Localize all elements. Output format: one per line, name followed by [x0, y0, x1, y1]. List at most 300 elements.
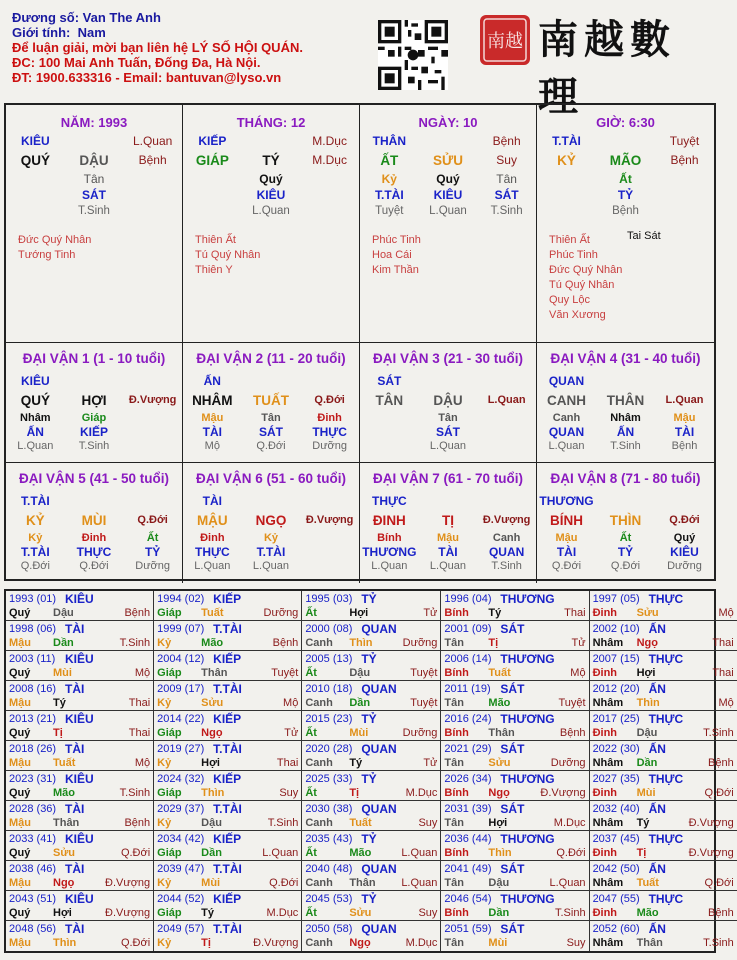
pillar-god-row	[360, 133, 536, 149]
year-line1	[157, 592, 298, 606]
year-branch: Hợi	[636, 667, 656, 679]
year-label: 1994 (02)	[157, 593, 205, 605]
dai-van-stage: Q.Đới	[669, 514, 700, 526]
year-god: KIẾP	[213, 592, 242, 606]
year-branch: Dần	[488, 907, 510, 919]
year-label: 2002 (10)	[592, 623, 640, 635]
year-branch: Mùi	[636, 787, 656, 799]
year-branch: Tị	[349, 787, 360, 799]
pillar-stars	[6, 233, 182, 263]
brand-title: 南越數理	[538, 16, 676, 120]
pillar-stars	[537, 233, 714, 323]
year-line1	[444, 922, 585, 936]
year-god: SÁT	[500, 802, 525, 816]
pillar-stem: KỶ	[557, 152, 576, 168]
dai-van-title: ĐẠI VẬN 6 (51 - 60 tuổi)	[195, 471, 347, 486]
year-line1	[444, 892, 585, 906]
hidden-god: TỶ	[617, 188, 634, 202]
pillar-stage: Suy	[496, 153, 517, 167]
year-cell	[441, 801, 589, 831]
pillar-title: NĂM: 1993	[60, 115, 128, 130]
year-line1	[157, 832, 298, 846]
year-stem: Nhâm	[592, 697, 624, 709]
pillar-stage: M.Dục	[312, 153, 347, 167]
pillar-cell	[360, 105, 537, 343]
year-line1	[9, 592, 150, 606]
year-line1	[444, 592, 585, 606]
year-line1	[444, 652, 585, 666]
year-line2	[157, 726, 298, 740]
year-stage: Dưỡng	[550, 757, 586, 769]
year-stage: Suy	[566, 937, 586, 949]
year-stage: Suy	[279, 787, 299, 799]
hidden-stage: L.Quan	[371, 560, 408, 572]
year-line2	[593, 936, 734, 950]
year-label: 2026 (34)	[444, 773, 492, 785]
year-label: 2008 (16)	[9, 683, 57, 695]
pillar-hidden-stage-row	[537, 203, 714, 219]
year-line2	[9, 906, 150, 920]
year-stem: Bính	[444, 667, 469, 679]
year-branch: Tý	[201, 907, 214, 919]
dai-van-hidden-god-row	[183, 545, 359, 559]
dai-van-cell	[6, 343, 183, 463]
hidden-stage: Q.Đới	[79, 560, 109, 572]
hidden-god: SÁT	[81, 188, 106, 202]
hidden-stage: L.Quan	[252, 205, 290, 217]
year-stem: Nhâm	[592, 937, 624, 949]
year-god: T.TÀI	[213, 922, 242, 936]
year-line2	[593, 606, 734, 620]
year-stage: M.Dục	[405, 937, 438, 949]
year-branch: Hợi	[349, 607, 369, 619]
year-stem: Canh	[305, 757, 333, 769]
hidden-stem: Quý	[673, 532, 696, 544]
hidden-stem: Tân	[83, 172, 105, 186]
hidden-stage: L.Quan	[429, 440, 467, 452]
pillar-hidden-stage-row	[6, 203, 182, 219]
year-line2	[157, 876, 298, 890]
year-stem: Kỷ	[157, 937, 172, 949]
year-branch: Tuất	[488, 667, 511, 679]
pillar-branch: SỬU	[433, 152, 463, 168]
dai-van-title: ĐẠI VẬN 3 (21 - 30 tuổi)	[372, 351, 524, 366]
year-stage: Thai	[128, 697, 151, 709]
year-line2	[593, 846, 734, 860]
pillar-stem: QUÝ	[20, 152, 50, 168]
year-god: T.TÀI	[213, 622, 242, 636]
pillars-grid	[4, 103, 716, 581]
year-line2	[305, 936, 437, 950]
star-item: Thiên Ất	[195, 234, 236, 246]
year-label: 2006 (14)	[444, 653, 492, 665]
year-line2	[9, 936, 150, 950]
dai-van-branch: NGỌ	[255, 512, 287, 528]
hidden-god: QUAN	[488, 545, 525, 559]
year-label: 2029 (37)	[157, 803, 205, 815]
pillar-title: THÁNG: 12	[236, 115, 306, 130]
year-line2	[593, 876, 734, 890]
year-label: 2021 (29)	[444, 743, 492, 755]
year-stem: Kỷ	[157, 877, 172, 889]
pillar-cell	[537, 105, 714, 343]
year-stage: Mộ	[283, 697, 299, 709]
year-stem: Nhâm	[592, 757, 624, 769]
year-line1	[593, 682, 734, 696]
year-stage: Q.Đới	[269, 877, 299, 889]
year-stage: Tử	[423, 607, 438, 619]
year-line1	[305, 832, 437, 846]
year-label: 2044 (52)	[157, 893, 205, 905]
year-branch: Tị	[53, 727, 63, 739]
dai-van-god-row	[183, 493, 359, 509]
dai-van-hidden-god-row	[6, 545, 182, 559]
year-branch: Tý	[349, 757, 363, 769]
dai-van-title: ĐẠI VẬN 7 (61 - 70 tuổi)	[372, 471, 524, 486]
year-god: THỰC	[648, 772, 684, 786]
year-cell	[302, 861, 441, 891]
year-cell	[590, 651, 737, 681]
year-line1	[157, 772, 298, 786]
hidden-stem: Tân	[438, 412, 458, 424]
dai-van-branch: TỊ	[441, 512, 454, 528]
year-line2	[9, 876, 150, 890]
qr-code-icon[interactable]	[378, 20, 448, 90]
year-branch: Hợi	[201, 757, 220, 769]
dai-van-hidden-row	[537, 531, 714, 545]
year-cell	[302, 681, 441, 711]
year-line2	[444, 846, 585, 860]
dai-van-branch: HỢI	[81, 392, 107, 408]
year-stage: Bệnh	[124, 817, 151, 829]
pillar-god: Tuyệt	[669, 134, 700, 148]
year-label: 1999 (07)	[157, 623, 205, 635]
year-line2	[9, 786, 150, 800]
address-line: ĐC: 100 Mai Anh Tuấn, Đống Đa, Hà Nội.	[12, 55, 261, 70]
year-line1	[157, 892, 298, 906]
phone-email-line: ĐT: 1900.633316 - Email: bantuvan@lyso.vn	[12, 70, 282, 85]
year-god: QUAN	[361, 862, 397, 876]
year-cell	[6, 921, 154, 951]
year-stem: Bính	[444, 607, 469, 619]
year-label: 1993 (01)	[9, 593, 57, 605]
star-item: Hoa Cái	[372, 249, 412, 261]
year-stage: T.Sinh	[119, 787, 151, 799]
hidden-god: THỰC	[312, 425, 347, 439]
hidden-stage: T.Sinh	[78, 440, 110, 452]
seal-text: 南越	[487, 31, 523, 52]
hidden-stage: Dưỡng	[135, 560, 171, 572]
year-label: 2014 (22)	[157, 713, 205, 725]
year-stem: Kỷ	[157, 697, 172, 709]
year-stage: Mộ	[718, 607, 734, 619]
star-item: Văn Xương	[549, 309, 606, 321]
hidden-stage: Bệnh	[612, 205, 639, 217]
year-stem: Canh	[305, 817, 333, 829]
year-branch: Tuất	[53, 757, 76, 769]
year-stem: Tân	[444, 937, 464, 949]
year-god: KIÊU	[65, 772, 94, 786]
dai-van-stem: NHÂM	[192, 392, 233, 408]
dai-van-cell	[6, 463, 183, 583]
hidden-stage: Q.Đới	[20, 560, 50, 572]
year-stem: Tân	[444, 637, 464, 649]
year-label: 1996 (04)	[444, 593, 492, 605]
seal-icon	[478, 13, 532, 67]
star-item: Thiên Y	[195, 264, 233, 276]
year-line2	[9, 726, 150, 740]
hidden-stage: Dưỡng	[667, 560, 702, 572]
year-label: 2004 (12)	[157, 653, 205, 665]
year-stage: Dưỡng	[263, 607, 299, 619]
year-cell	[154, 711, 302, 741]
year-stage: Bệnh	[272, 637, 299, 649]
year-label: 2020 (28)	[305, 743, 353, 755]
star-item: Đức Quý Nhân	[549, 264, 623, 276]
year-label: 2043 (51)	[9, 893, 57, 905]
year-god: ẤN	[648, 862, 666, 876]
year-cell	[6, 831, 154, 861]
hidden-stem: Bính	[377, 532, 402, 544]
year-god: TÀI	[65, 802, 85, 816]
pillar-god: KIẾP	[198, 134, 227, 148]
hidden-stem: Kỷ	[381, 172, 397, 186]
year-stage: Bệnh	[124, 607, 151, 619]
year-stage: Đ.Vượng	[105, 907, 151, 919]
year-cell	[590, 681, 737, 711]
year-cell	[6, 741, 154, 771]
dai-van-cell	[360, 463, 537, 583]
dai-van-hidden-row	[183, 531, 359, 545]
year-stem: Mậu	[9, 757, 31, 769]
year-branch: Thìn	[349, 637, 373, 649]
dai-van-hidden-row	[6, 531, 182, 545]
hidden-god: TÀI	[556, 545, 577, 559]
year-stage: Suy	[418, 817, 438, 829]
year-cell	[154, 651, 302, 681]
year-branch: Thân	[201, 667, 228, 679]
year-branch: Thìn	[636, 697, 660, 709]
year-line1	[9, 742, 150, 756]
year-god: KIẾP	[213, 892, 242, 906]
year-god: T.TÀI	[213, 742, 242, 756]
year-line1	[157, 802, 298, 816]
hidden-stem: Đinh	[200, 532, 225, 544]
year-stage: Tuyệt	[410, 667, 438, 679]
year-stage: Q.Đới	[120, 847, 151, 859]
year-god: TỶ	[361, 652, 377, 666]
year-stem: Mậu	[9, 877, 31, 889]
hidden-stage: Tuyệt	[375, 205, 404, 217]
year-stage: Bệnh	[559, 727, 586, 739]
year-stem: Tân	[444, 757, 464, 769]
hidden-stem: Canh	[492, 532, 521, 544]
year-line2	[305, 666, 437, 680]
year-stem: Canh	[305, 877, 333, 889]
hidden-god: KIÊU	[670, 545, 699, 559]
dai-van-stem-branch-row	[183, 509, 359, 531]
year-god: KIÊU	[65, 592, 94, 606]
year-branch: Mùi	[53, 667, 72, 679]
hidden-god: ẤN	[616, 425, 635, 439]
year-cell	[590, 921, 737, 951]
year-stem: Ất	[305, 847, 317, 859]
year-cell	[590, 591, 737, 621]
year-line2	[444, 606, 585, 620]
star-item: Kim Thần	[372, 264, 419, 276]
year-label: 2037 (45)	[592, 833, 640, 845]
year-line2	[444, 696, 585, 710]
pillar-title: NGÀY: 10	[418, 115, 478, 130]
year-god: T.TÀI	[213, 802, 242, 816]
year-stem: Nhâm	[592, 637, 624, 649]
year-stem: Nhâm	[592, 877, 624, 889]
year-stem: Quý	[9, 727, 31, 739]
hidden-god: KIẾP	[79, 425, 108, 439]
year-god: TÀI	[65, 742, 85, 756]
year-line2	[305, 756, 437, 770]
year-stage: T.Sinh	[554, 907, 586, 919]
dai-van-cell	[183, 343, 360, 463]
year-line1	[444, 712, 585, 726]
pillar-branch: MÃO	[609, 152, 642, 168]
dai-van-hidden-row	[183, 411, 359, 425]
year-label: 2023 (31)	[9, 773, 57, 785]
year-cell	[154, 861, 302, 891]
year-stem: Kỷ	[157, 637, 172, 649]
year-branch: Mùi	[201, 877, 221, 889]
hidden-stage: Mộ	[204, 440, 220, 452]
star-item: Tú Quý Nhân	[195, 249, 261, 261]
year-god: SÁT	[500, 922, 525, 936]
hidden-god: SÁT	[258, 425, 283, 439]
hidden-stem: Đinh	[317, 412, 342, 424]
hidden-god: THỰC	[76, 545, 112, 559]
year-god: QUAN	[361, 742, 397, 756]
year-god: KIÊU	[65, 832, 94, 846]
year-branch: Tý	[636, 817, 650, 829]
year-god: THỰC	[648, 832, 684, 846]
year-stem: Mậu	[9, 637, 31, 649]
year-line2	[444, 936, 585, 950]
year-cell	[302, 891, 441, 921]
year-god: THƯƠNG	[500, 832, 555, 846]
year-label: 2032 (40)	[592, 803, 640, 815]
year-god: THƯƠNG	[500, 892, 555, 906]
year-god: TÀI	[65, 682, 85, 696]
hidden-god: SÁT	[494, 188, 519, 202]
year-cell	[441, 831, 589, 861]
year-branch: Sửu	[201, 697, 224, 709]
dai-van-hidden-stage-row	[6, 559, 182, 573]
year-label: 2031 (39)	[444, 803, 492, 815]
year-stage: M.Dục	[553, 817, 586, 829]
year-stage: Q.Đới	[704, 787, 734, 799]
star-item: Đức Quý Nhân	[18, 234, 92, 246]
year-god: QUAN	[361, 922, 397, 936]
dai-van-hidden-stage-row	[537, 439, 714, 453]
year-stem: Bính	[444, 787, 469, 799]
hidden-stage: Bệnh	[671, 440, 698, 452]
dai-van-branch: TUẤT	[252, 392, 289, 408]
pillar-god: Bệnh	[492, 134, 521, 148]
pillar-god: T.TÀI	[552, 134, 581, 148]
hidden-stage: L.Quan	[17, 440, 54, 452]
year-god: KIẾP	[213, 832, 242, 846]
dai-van-hidden-stage-row	[183, 439, 359, 453]
pillar-god-row	[6, 133, 182, 149]
pillar-stem-branch-row	[360, 149, 536, 171]
pillar-god: THÂN	[372, 134, 406, 148]
year-label: 2012 (20)	[592, 683, 640, 695]
year-line2	[157, 816, 298, 830]
year-line1	[305, 772, 437, 786]
hidden-stem: Đinh	[81, 532, 107, 544]
year-line2	[305, 906, 437, 920]
hidden-stage: L.Quan	[252, 560, 290, 572]
year-line1	[593, 802, 734, 816]
pillar-hidden-stage-row	[183, 203, 359, 219]
year-branch: Dần	[53, 637, 74, 649]
hidden-stem: Nhâm	[610, 412, 641, 424]
dai-van-stem-branch-row	[537, 509, 714, 531]
year-line2	[444, 876, 585, 890]
dai-van-hidden-god-row	[360, 425, 536, 439]
year-stem: Đinh	[592, 847, 618, 859]
year-stem: Canh	[305, 937, 333, 949]
pillar-hidden-god-row	[183, 187, 359, 203]
year-cell	[441, 891, 589, 921]
year-cell	[441, 711, 589, 741]
dai-van-hidden-god-row	[537, 545, 714, 559]
pillar-stem-branch-row	[6, 149, 182, 171]
year-god: ẤN	[648, 682, 666, 696]
year-stem: Bính	[444, 907, 469, 919]
pillar-hidden-god-row	[537, 187, 714, 203]
hidden-stem: Ất	[146, 532, 159, 544]
dai-van-stem-branch-row	[6, 389, 182, 411]
year-stage: Đ.Vượng	[688, 817, 734, 829]
year-stem: Bính	[444, 727, 469, 739]
year-line1	[305, 742, 437, 756]
year-stem: Quý	[9, 847, 31, 859]
year-stem: Ất	[305, 787, 317, 799]
year-stage: Q.Đới	[556, 847, 586, 859]
dai-van-cell	[360, 343, 537, 463]
year-cell	[590, 831, 737, 861]
year-line1	[444, 622, 585, 636]
year-god: KIÊU	[65, 712, 94, 726]
dai-van-stage: Đ.Vượng	[305, 514, 354, 526]
year-god: ẤN	[648, 802, 666, 816]
year-line1	[593, 652, 734, 666]
year-cell	[590, 771, 737, 801]
hidden-stage: Q.Đới	[610, 560, 641, 572]
year-line2	[9, 606, 150, 620]
star-item: Quy Lộc	[549, 294, 590, 306]
year-line1	[9, 892, 150, 906]
year-cell	[441, 741, 589, 771]
year-line1	[305, 922, 437, 936]
hidden-stem: Kỷ	[28, 532, 43, 544]
year-line1	[593, 592, 734, 606]
dai-van-stem-branch-row	[537, 389, 714, 411]
year-stem: Giáp	[157, 727, 182, 739]
year-god: T.TÀI	[213, 862, 242, 876]
hidden-stem: Mậu	[673, 412, 696, 424]
year-branch: Tuất	[636, 877, 659, 889]
year-stage: Mộ	[134, 757, 151, 769]
